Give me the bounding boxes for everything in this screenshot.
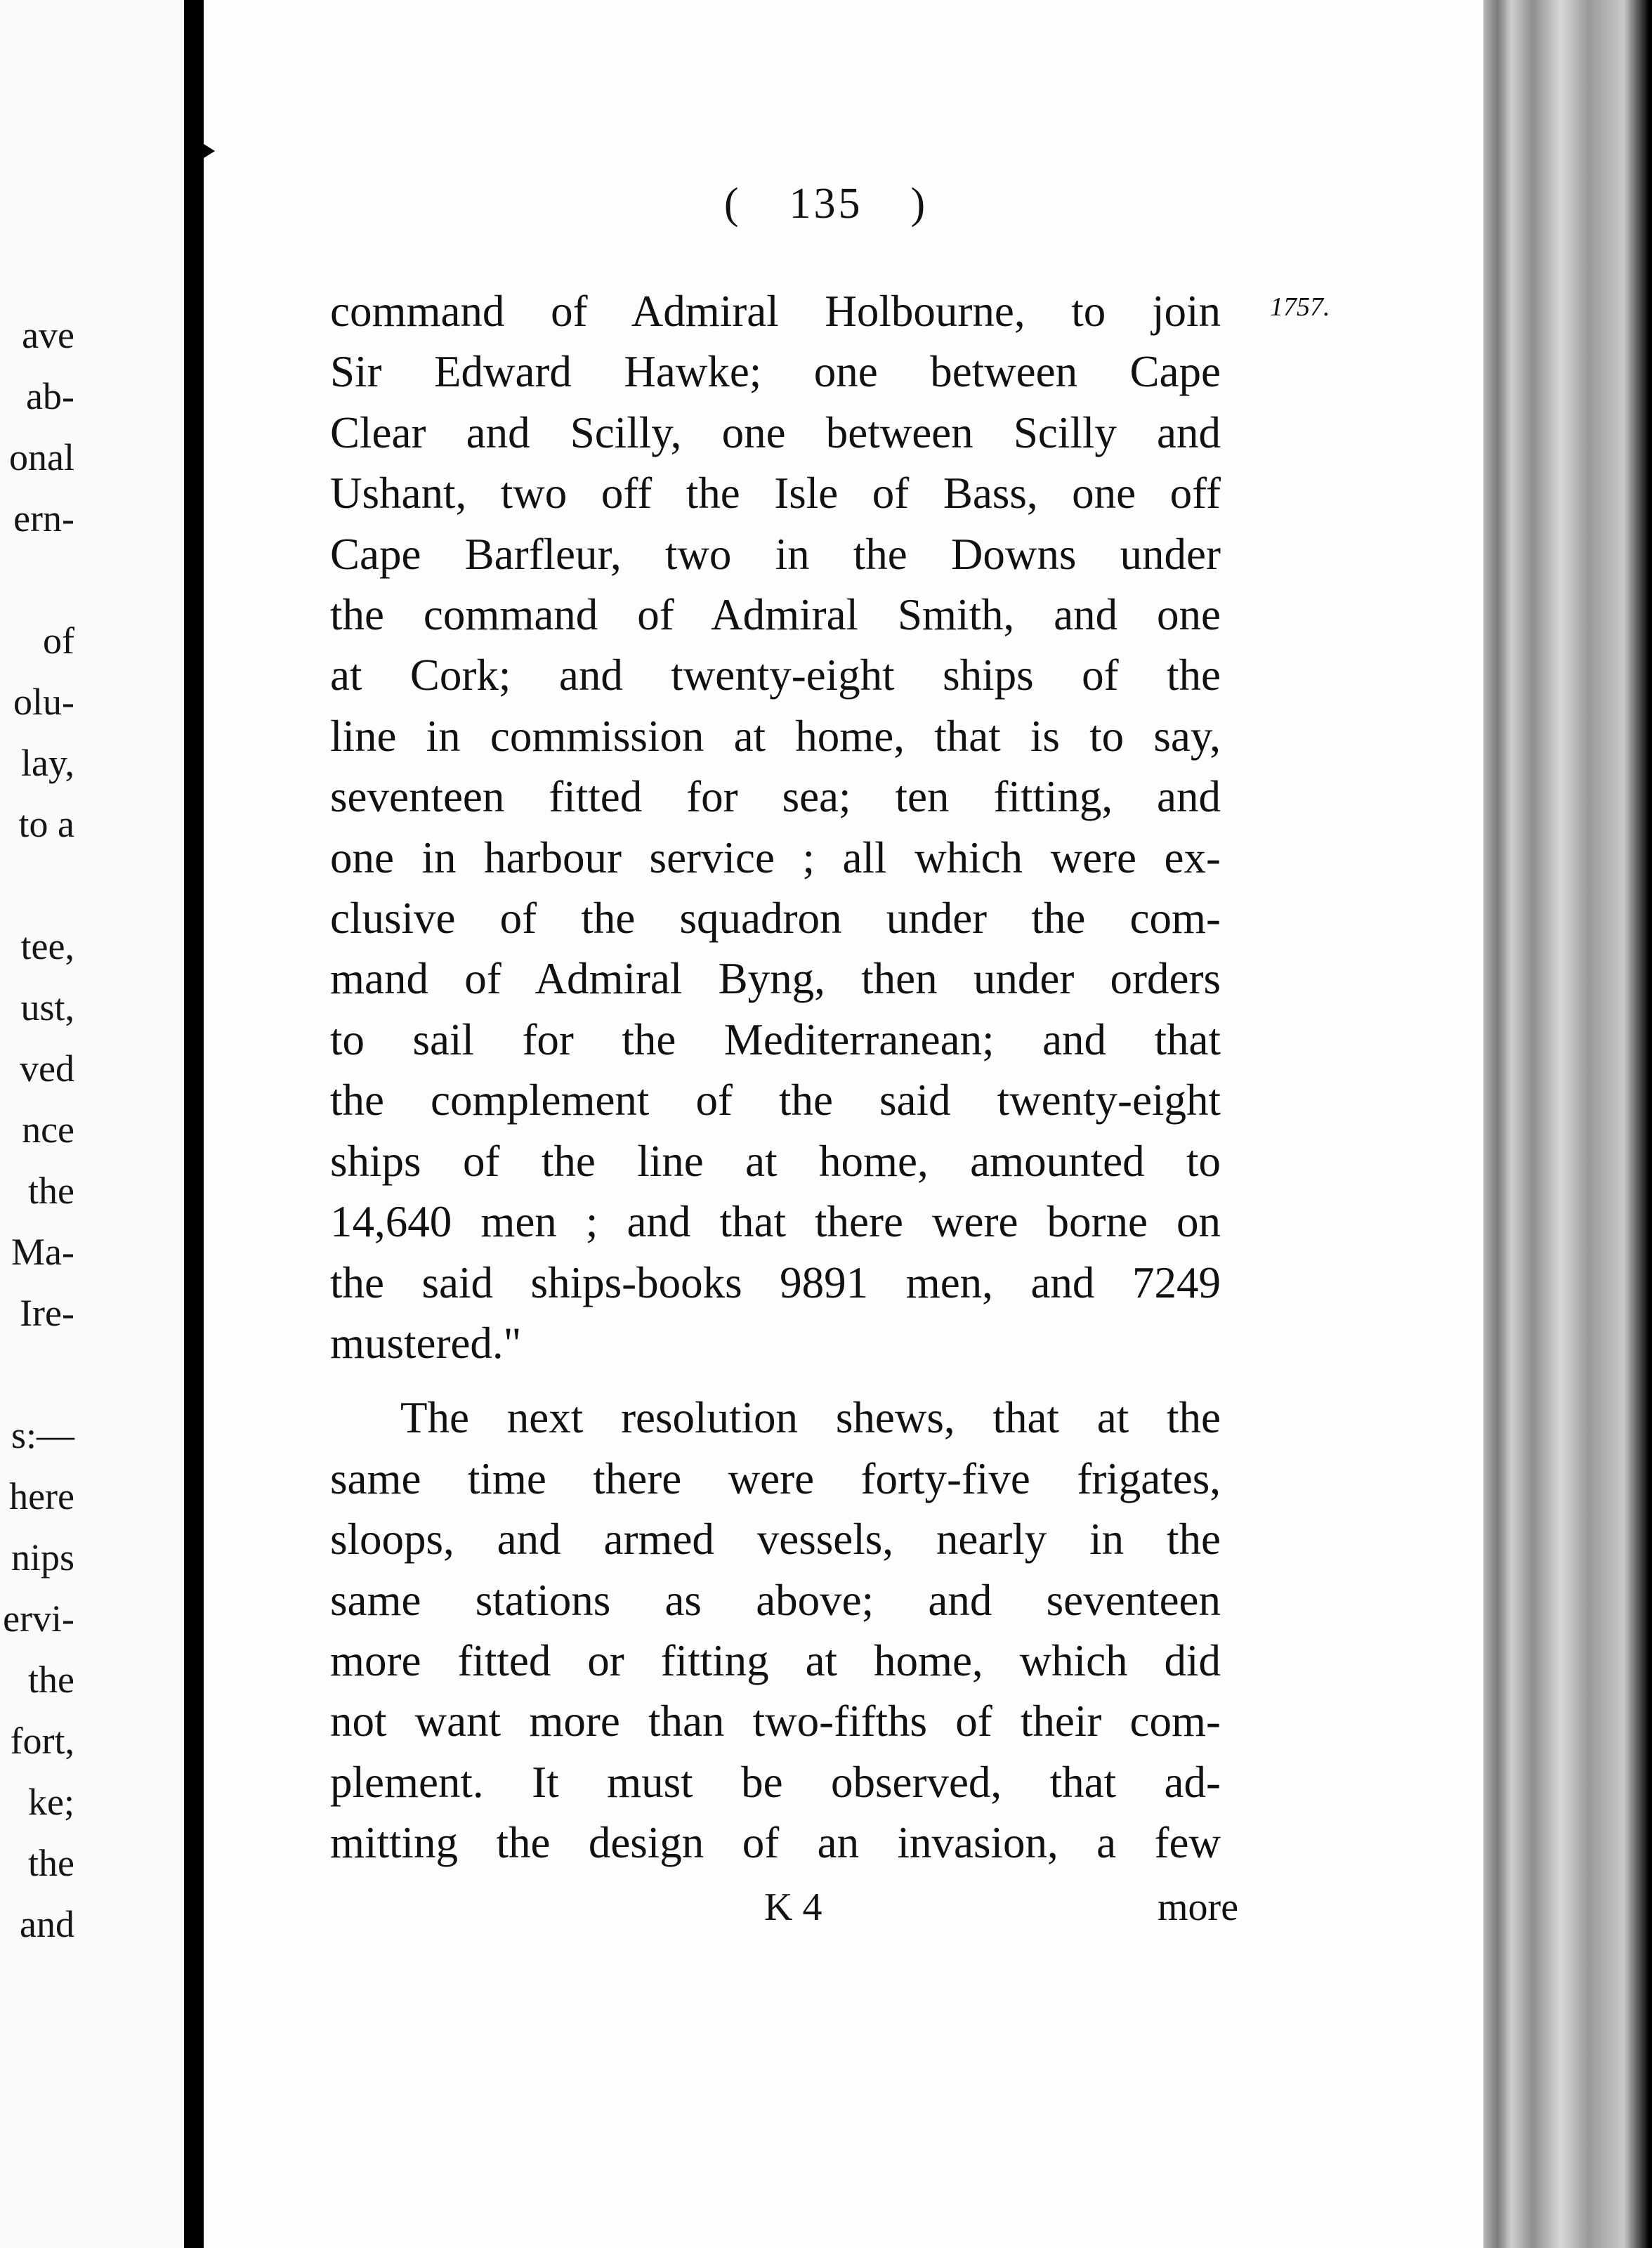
text-line: command of Admiral Holbourne, to join [330,287,1221,336]
text-line: same time there were forty-five frigates, [330,1453,1221,1503]
prev-line: nce [22,1109,74,1151]
text-line: Ushant, two off the Isle of Bass, one off [330,469,1221,518]
prev-line: lay, [21,742,74,784]
prev-line: onal [9,436,74,478]
prev-line: Ma- [11,1231,74,1273]
text-line: Cape Barfleur, two in the Downs under [330,529,1221,579]
text-line: 14,640 men ; and that there were borne on [330,1197,1221,1247]
prev-line: ab- [26,375,74,417]
prev-line: ust, [20,986,74,1028]
paragraph [330,281,1221,1373]
text-line: one in harbour service ; all which were ex- [330,832,1221,882]
text-line: same stations as above; and seventeen [330,1575,1221,1625]
text-line: Clear and Scilly, one between Scilly and [330,407,1221,457]
prev-line: here [9,1475,74,1517]
paragraph [330,1387,1221,1873]
text-line: to sail for the Mediterranean; and that [330,1014,1221,1064]
text-line: mustered." [330,1318,522,1368]
prev-line: ern- [13,497,74,540]
text-line: Sir Edward Hawke; one between Cape [330,347,1221,397]
text-line: clusive of the squadron under the com- [330,894,1221,943]
text-line: seventeen fitted for sea; ten fitting, and [330,772,1221,822]
prev-line: fort, [10,1720,74,1762]
previous-page-fragment [0,0,184,2248]
margin-year: 1757. [1270,292,1330,322]
prev-line: Ire- [20,1292,74,1334]
text-line: plement. It must be observed, that ad- [330,1757,1221,1807]
page-number: 135 [789,180,863,228]
paren-close: ) [910,180,929,228]
text-line: more fitted or fitting at home, which did [330,1635,1221,1685]
text-line: ships of the line at home, amounted to [330,1136,1221,1186]
prev-line: ved [20,1047,74,1090]
text-line: not want more than two-fifths of their com- [330,1697,1221,1746]
catchword: more [1158,1886,1239,1929]
page-edge-stack [1483,0,1652,2248]
prev-line: the [28,1170,74,1212]
text-line: at Cork; and twenty-eight ships of the [330,651,1221,700]
prev-line: tee, [20,925,74,967]
prev-line: the [28,1659,74,1701]
text-line: the complement of the said twenty-eight [330,1076,1221,1125]
paren-open: ( [723,180,742,228]
prev-line: s:— [11,1414,74,1456]
prev-line: of [43,620,74,662]
text-line: sloops, and armed vessels, nearly in the [330,1515,1221,1564]
prev-line: ave [22,314,74,356]
page-header [0,179,1652,229]
text-line: The next resolution shews, that at the [400,1393,1221,1443]
prev-line: ervi- [3,1597,74,1640]
text-line: line in commission at home, that is to say, [330,711,1221,761]
body-text [330,281,1221,1874]
text-line: mand of Admiral Byng, then under orders [330,954,1221,1004]
page-marker-icon [204,144,215,158]
signature-mark: K 4 [764,1886,822,1929]
text-line: the command of Admiral Smith, and one [330,590,1221,640]
prev-line: the [28,1842,74,1884]
text-line: mitting the design of an invasion, a few [330,1818,1221,1868]
prev-line: nips [11,1536,74,1579]
prev-line: ke; [28,1781,74,1823]
text-line: the said ships-books 9891 men, and 7249 [330,1257,1221,1307]
prev-line: to a [18,803,74,845]
prev-line: and [20,1903,74,1945]
prev-line: olu- [13,681,74,723]
